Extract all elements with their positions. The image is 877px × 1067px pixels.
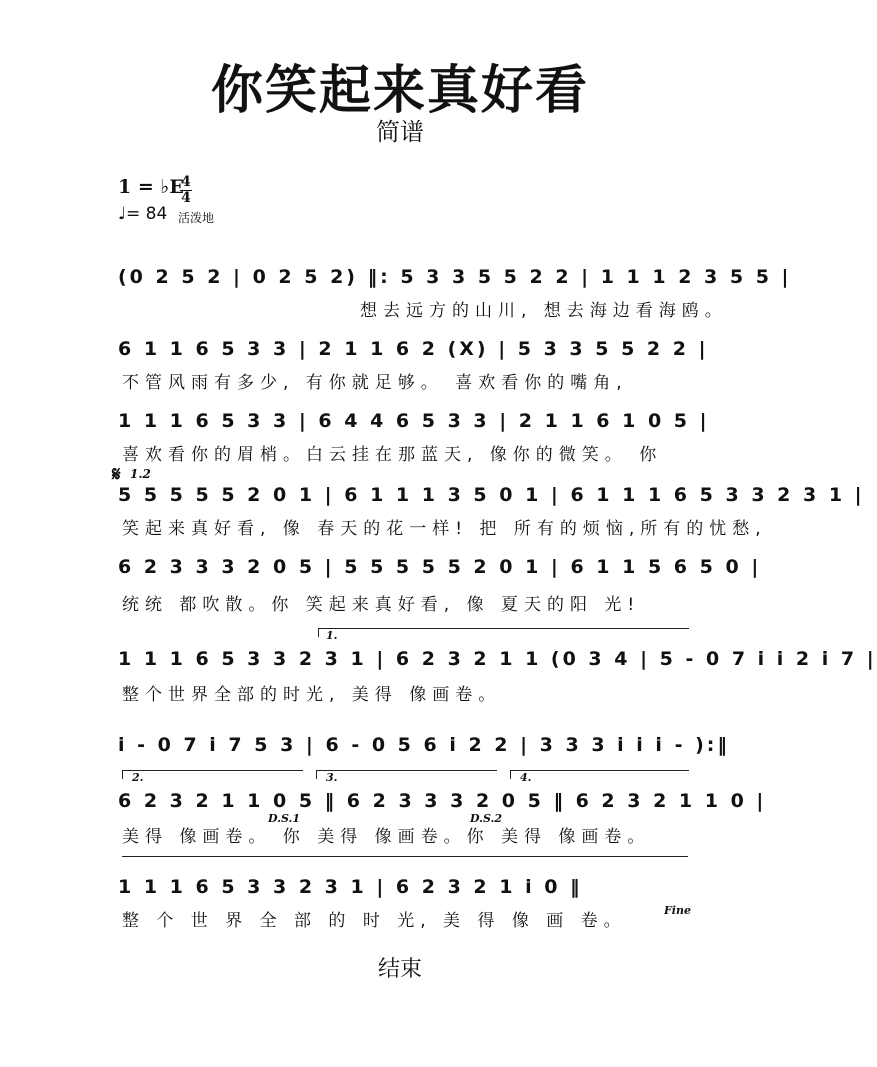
segno-label: 1.2	[130, 467, 151, 481]
tempo-marking: ♩= 84	[118, 204, 168, 224]
volta-number-1: 1.	[326, 629, 338, 642]
score-row-2-notes: 6 1 1 6 5 3 3 | 2 1 1 6 2 (X) | 5 3 3 5 5 2 2 |	[118, 338, 709, 360]
score-row-3-lyrics: 喜欢看你的眉梢。白云挂在那蓝天, 像你的微笑。 你	[122, 445, 663, 465]
score-row-9-notes: 1 1 1 6 5 3 3 2 3 1 | 6 2 3 2 1 i 0 ‖	[118, 876, 583, 898]
volta-number-4: 4.	[520, 771, 532, 784]
page-subtitle: 简谱	[376, 118, 424, 146]
fine-marking: Fine	[664, 904, 691, 917]
page-title: 你笑起来真好看	[210, 61, 589, 121]
score-row-7-notes: i - 0 7 i 7 5 3 | 6 - 0 5 6 i 2 2 | 3 3 3 i i i - ):‖	[118, 734, 730, 756]
score-row-1-lyrics: 想去远方的山川, 想去海边看海鸥。	[360, 301, 728, 321]
row-9-line	[122, 856, 688, 865]
score-row-1-notes: (0 2 5 2 | 0 2 5 2) ‖: 5 3 3 5 5 2 2 | 1 1 1 2 3 5 5 |	[118, 266, 792, 288]
time-signature-top: 4	[181, 174, 191, 190]
key-signature: 1 = ♭E	[118, 176, 184, 198]
volta-bracket-2	[122, 770, 303, 779]
score-row-8-notes: 6 2 3 2 1 1 0 5 ‖ 6 2 3 3 3 2 0 5 ‖ 6 2 3 2 1 1 0 |	[118, 790, 767, 812]
score-row-2-lyrics: 不管风雨有多少, 有你就足够。 喜欢看你的嘴角,	[122, 373, 628, 393]
ending-label: 结束	[377, 957, 422, 982]
score-row-5-notes: 6 2 3 3 3 2 0 5 | 5 5 5 5 5 2 0 1 | 6 1 1 5 6 5 0 |	[118, 556, 762, 578]
volta-bracket-4	[510, 770, 689, 779]
score-row-4-notes: 5 5 5 5 5 2 0 1 | 6 1 1 1 3 5 0 1 | 6 1 1 1 6 5 3 3 2 3 1 |	[118, 484, 865, 506]
tempo-expression: 活泼地	[178, 211, 215, 225]
ds2-marking: D.S.2	[470, 812, 503, 825]
score-row-3-notes: 1 1 1 6 5 3 3 | 6 4 4 6 5 3 3 | 2 1 1 6 1 0 5 |	[118, 410, 710, 432]
score-row-8-lyrics: 美得 像画卷。 你 美得 像画卷。你 美得 像画卷。	[122, 827, 651, 847]
ds1-marking: D.S.1	[268, 812, 301, 825]
volta-bracket-3	[316, 770, 497, 779]
score-row-5-lyrics: 统统 都吹散。你 笑起来真好看, 像 夏天的阳 光!	[122, 595, 641, 615]
score-row-4-lyrics: 笑起来真好看, 像 春天的花一样! 把 所有的烦恼,所有的忧愁,	[122, 519, 767, 539]
volta-number-2: 2.	[132, 771, 144, 784]
volta-number-3: 3.	[326, 771, 338, 784]
score-row-9-lyrics: 整 个 世 界 全 部 的 时 光, 美 得 像 画 卷。	[122, 911, 627, 931]
time-signature-bottom: 4	[181, 190, 191, 206]
score-row-6-notes: 1 1 1 6 5 3 3 2 3 1 | 6 2 3 2 1 1 (0 3 4 | 5 - 0 7 i i 2 i 7 |	[118, 648, 877, 670]
time-signature	[180, 175, 192, 206]
volta-bracket-1	[318, 628, 689, 637]
score-row-6-lyrics: 整个世界全部的时光, 美得 像画卷。	[122, 685, 502, 705]
segno-sign: 𝄋	[112, 462, 121, 486]
